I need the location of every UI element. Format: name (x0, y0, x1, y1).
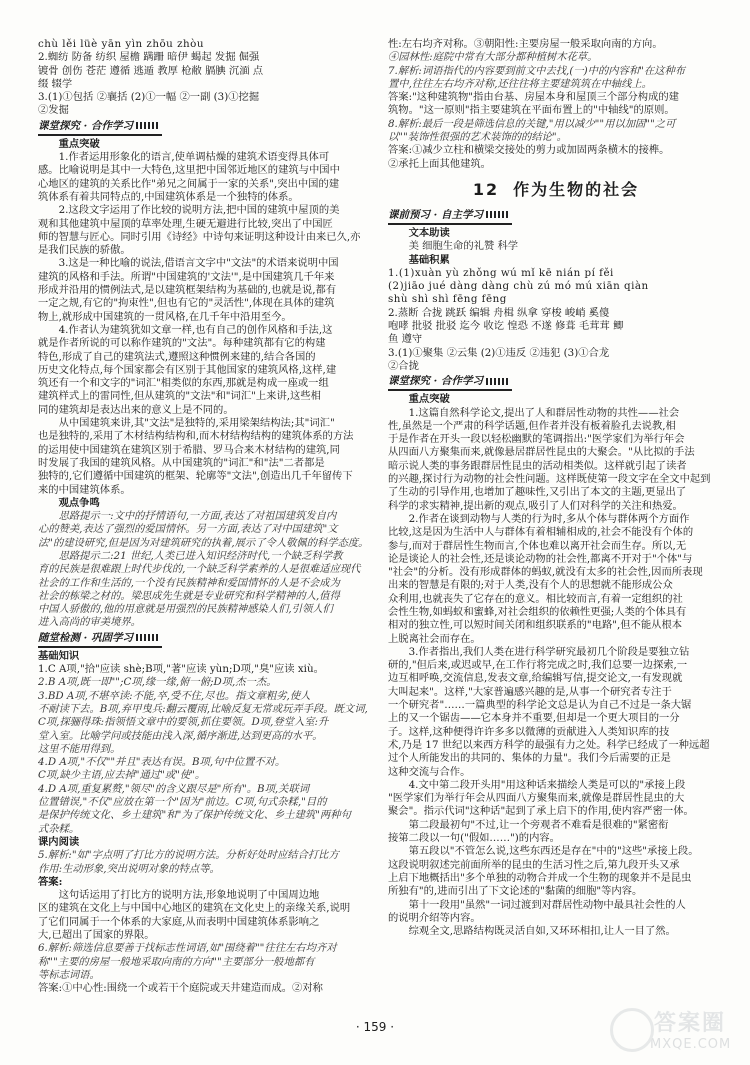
text-line: 鱼 遵守 (388, 333, 423, 346)
text-line: 美 细胞生命的礼赞 科学 (408, 240, 519, 253)
text-line: 7.解析:词语指代的内容要到前文中去找,(一)中的内容和"在这种布 (388, 64, 686, 77)
text-line: 作用:生动形象,突出说明对象的特点等。 (38, 862, 220, 875)
text-line: 3.作者指出,我们人类在进行科学研究最初几个阶段是要独立钻 (408, 645, 690, 658)
text-line: 子。这样,这种便得许许多多以微薄的贡献进入人类知识库的技 (388, 725, 670, 738)
text-line: chù lěi lüè yān yìn zhōu zhòu (38, 38, 204, 50)
text-line: 思路提示一:文中的抒情语句,一方面,表达了对祖国建筑发自内 (58, 510, 337, 523)
text-line: 4.D A项,"不仅""并且"表达有误。B项,句中位置不对。 (38, 756, 286, 769)
text-line: 5.解析:"如"字点明了打比方的说明方法。分析好处时应结合打比方 (38, 849, 339, 862)
text-line: 答案:①减少立柱和横梁交接处的剪力或加固两条横木的接榫。 (388, 144, 670, 157)
section-heading: 重点突破 (408, 393, 450, 406)
text-line: 不耐读下去。B项,弃甲曳兵:翻云覆雨,比喻反复无常或玩弄手段。既文词, (38, 702, 368, 715)
section-banner-label: 随堂检测 · 巩固学习 (38, 631, 133, 644)
section-heading: 基础知识 (38, 649, 80, 662)
text-line: 相对的独立性,可以短时间关闭和组织联系的"电路",但不能从根本 (388, 619, 683, 632)
text-line: ④园林性:庭院中常有大部分都种植树木花草。 (388, 51, 598, 64)
text-line: 术,乃是 17 世纪以来西方科学的最强有力之处。科学已经成了一种远超 (388, 738, 710, 751)
text-line: 上启下地概括出"多个单独的动物合并成一个生物的现象并不是昆虫 (388, 871, 692, 884)
text-line: 历史文化特点,每个国家都会有区别于其他国家的建筑风格,这样,建 (38, 363, 337, 376)
text-line: 上脱离社会而存在。 (388, 632, 481, 645)
text-line: 会性生物,如蚂蚁和蜜蜂,对社会组织的依赖性更强;人类的个体具有 (388, 605, 687, 618)
text-line: "社会"的分析。没有形成群体的蚂蚁,就没有太多的社会性,因而所表现 (388, 566, 703, 579)
stripe-icon (136, 634, 158, 641)
text-line: 的兴趣,探讨行为动物的社会性问题。这样既使第一段文字在全文中起到 (388, 473, 711, 486)
text-line: 社会的工作和生活的,一个没有民族精神和爱国情怀的人是不会成为 (38, 576, 340, 589)
section-banner (388, 375, 512, 391)
text-line: 筑还有一个和文字的"词汇"相类似的东西,那就是构成一座或一组 (38, 377, 329, 390)
text-line: 参与,而对于群居性生物而言,个体也难以离开社会而生存。所以,无 (388, 539, 687, 552)
text-line: ②发掘 (38, 104, 69, 117)
banner-line (38, 118, 378, 138)
text-line: 聚会"。指示代词"这种话"起到了承上启下的作用,使内容严密一体。 (388, 805, 694, 818)
text-line: 于是作者在开头一段以轻松幽默的笔调指出:"医学家们为举行年会 (388, 433, 685, 446)
text-line: 堂入室。比喻学问或技能由浅入深,循序渐进,达到更高的水平。 (38, 729, 323, 742)
text-line: ②承托上面其他建筑。 (388, 157, 491, 170)
text-line: 育的民族是很难跟上时代步伐的,一个缺乏科学素养的人是很难适应现代 (38, 563, 361, 576)
text-line: 2.作者在谈到动物与人类的行为时,多从个体与群体两个方面作 (408, 512, 690, 525)
text-line: 上的又一个锯齿——它本身并不重要,但却是一个更大项目的一分 (388, 712, 680, 725)
text-line: 咆哮 批驳 批驳 迄今 收讫 惶恐 不遂 修葺 毛茸茸 鲫 (388, 320, 624, 333)
left-column (38, 38, 378, 995)
text-line: 称""主要的房屋一般地采取向南的方向""主要部分一般地都有 (38, 955, 315, 968)
section-banner (38, 120, 162, 136)
text-line: 社会的栋梁之材的。梁思成先生就是专业研究和科学精神的人,值得 (38, 589, 340, 602)
text-line: 从中国建筑来讲,其"文法"是独特的,采用梁架结构法;其"词汇" (58, 417, 335, 430)
text-line: 边互相呼唤,交流信息,发表文章,给编辑写信,提交论文,一有发现就 (388, 672, 683, 685)
text-line: 筑物。"这一原则"指主要建筑在平面布置上的"中轴线"的原则。 (388, 104, 675, 117)
text-line: 位置错误,"不仅"应放在第一个"因为"前边。C项,句式杂糅,"目的 (38, 796, 327, 809)
text-line: 暗示说人类的事务跟群居性昆虫的活动相类似。这样就引起了读者 (388, 459, 687, 472)
section-heading: 文本助读 (408, 226, 450, 239)
text-line: 式杂糅。 (38, 822, 80, 835)
text-line: 也是独特的,采用了木材结构结构和,而木材结构结构的建筑体系的方法 (38, 430, 354, 443)
text-line: 论是谈论人的社会性,还是谈论动物的社会性,都离不开对于"个体"与 (388, 552, 693, 565)
text-line: 1.作者运用形象化的语言,使单调枯燥的建筑术语变得具体可 (58, 151, 330, 164)
text-line: C项,探骊得珠:指领悟文章中的要领,抓住要领。D项,登堂入室:升 (38, 716, 329, 729)
text-line: 形成并沿用的惯例法式,是以建筑框架结构为基础的,也就是说,都有 (38, 284, 337, 297)
section-heading: 重点突破 (58, 137, 100, 150)
text-line: 4.D A项,重复累赘,"领尽"的含义跟尽是"所有"。B项,关联词 (38, 782, 310, 795)
page-number: · 159 · (355, 1020, 395, 1034)
text-line: 答案:"这种建筑物"指由台基、房屋本身和屋顶三个部分构成的建 (388, 91, 679, 104)
text-line: 大,已超出了国家的界限。 (38, 929, 155, 941)
text-line: 4.文中第二段开头用"用这种话来描绘人类是可以的"承接上段 (408, 778, 686, 791)
text-line: 答案:①中心性:围绕一个或若干个庭院或天井建造而成。②对称 (38, 982, 323, 995)
text-line: 以""装饰性很强的艺术装饰的的结论"。 (388, 131, 567, 144)
text-line: 1.这篇自然科学论文,提出了人和群居性动物的共性——社会 (408, 406, 680, 419)
text-line: 区的建筑在文化上与中国中心地区的建筑在文化史上的亲缘关系,说明 (38, 902, 351, 915)
banner-line (388, 207, 724, 227)
text-line: 了生动的引导作用,也增加了趣味性,又引出了本文的主题,更显出了 (388, 486, 687, 499)
text-line: 时发展了我国的建筑风格。从中国建筑的"词汇"和"法"二者都是 (38, 456, 325, 469)
text-line: 1.C A项,"拾"应读 shè;B项,"著"应读 yùn;D项,"臭"应读 xiù。 (38, 663, 324, 676)
text-line: "医学家们为举行年会从四面八方聚集而来,就像是群居性昆虫的大 (388, 792, 685, 805)
text-line: 法"的建设研究,但是因为对建筑研究的执着,展示了令人敬佩的科学态度。 (38, 536, 369, 549)
text-line: 所独有"的,进而引出了下文论述的"黏菌的细胞"等内容。 (388, 885, 643, 898)
section-heading: 基础积累 (408, 253, 450, 266)
banner-line (38, 630, 378, 650)
text-line: 一定之规,有它的"拘束性",但也有它的"灵活性",体现在具体的建筑 (38, 297, 335, 310)
text-line: 这段说明叙述完前面所举的昆虫的生活习性之后,第九段开头又承 (388, 858, 680, 871)
text-line: 1.(1)xuàn yù zhǒng wú mǐ kē nián pí fěi (388, 266, 614, 279)
text-line: 研的,"但后来,或迟或早,在工作行将完成之时,我们总要一边探索,一 (388, 659, 688, 672)
text-line: 众利用,也就丧失了它存在的意义。相比较而言,有着一定组织的社 (388, 592, 683, 605)
text-line: 比较,这是因为生活中人与群体有着相辅相成的,社会不能没有个体的 (388, 526, 694, 539)
text-line: 筑体系有着共同特点的,中国建筑体系是一个独特的体系。 (38, 190, 299, 203)
text-line: 镀骨 创伤 苍茫 遵循 逃遁 教厚 枪敝 膈腆 沉湎 点 (38, 64, 264, 77)
text-line: shù shì shì fēng fēng (388, 293, 507, 306)
text-line: 从四面八方聚集而来,就像悬居群居性昆虫的大聚会。"从比拟的手法 (388, 446, 695, 459)
text-line: 2.蒸断 合拢 跳跃 编辑 舟楫 纵拿 穿梭 峻峭 奚傻 (388, 306, 610, 319)
section-banner (38, 632, 162, 648)
chapter-number: 12 (472, 179, 500, 199)
text-line: 特色,形成了自己的建筑法式,遵照这种惯例来建的,结合各国的 (38, 350, 316, 363)
section-banner-label: 课堂探究 · 合作学习 (38, 119, 133, 132)
text-line: 8.解析:最后一段是筛选信息的关键,"用以减少""用以加固""之可 (388, 117, 676, 130)
text-line: 的说明介绍等内容。 (388, 911, 481, 924)
text-line: 3.(1)①聚集 ②云集 (2)①违反 ②违犯 (3)①合龙 (388, 346, 610, 359)
text-line: 3.BD A项,不堪卒读:不能,卒,受不住,尽也。指文章粗劣,使人 (38, 689, 311, 702)
text-line: 出来的智慧是有限的;对于人类,没有个人的思想就不能形成公众 (388, 579, 673, 592)
text-line: 进入高尚的审美境界。 (38, 616, 141, 629)
stripe-icon (486, 211, 508, 218)
text-line: 师的智慧与匠心。同时引用《诗经》中诗句来证明这种设计由来已久,亦 (38, 230, 361, 243)
text-line: 感。比喻说明是其中一大特色,这里把中国邻近地区的建筑与中国中 (38, 164, 340, 177)
text-line: 科学的求实精神,提出新的观点,吸引了人们对科学的关注和热爱。 (388, 499, 683, 512)
text-line: 建筑样式上的雷同性,但从建筑的"文法"和"词汇"上来讲,这些相 (38, 390, 321, 403)
text-line: 是我们民族的骄傲。 (38, 244, 131, 257)
chapter-heading (388, 177, 724, 203)
text-line: 心地区的建筑的关系比作"弟兄之间属于一家的关系",突出中国的建 (38, 177, 340, 190)
section-heading: 观点争鸣 (58, 496, 100, 509)
text-line: 观和其他建筑中屋顶的草率处理,生硬无避进行比较,突出了中国匠 (38, 217, 333, 230)
section-banner-label: 课前预习 · 自主学习 (388, 208, 483, 221)
text-line: 大叫起来"。这样,"大家普遍感兴趣的是,从事一个研究者专注于 (388, 685, 672, 698)
text-line: 了它们同属于一个体系的大家庭,从而表明中国建筑体系影响之 (38, 915, 320, 928)
stripe-icon (486, 378, 508, 385)
watermark-circle-icon (610, 1008, 654, 1052)
text-line: 2.B A项,既一即"";C项,缘一缘,俯一俯;D项,杰一杰。 (38, 676, 277, 689)
text-line: 这里不能用得到。 (38, 742, 121, 755)
banner-line (388, 373, 724, 393)
watermark (616, 1006, 732, 1056)
section-heading: 课内阅读 (38, 835, 80, 848)
text-line: 第五段以"不管怎么说,这些东西还是存在"中的"这些"承接上段。 (408, 845, 699, 858)
section-banner (388, 209, 512, 225)
text-line: 就是作者所说的可以称作建筑的"文法"。每种建筑都有它的构建 (38, 337, 326, 350)
text-line: 过个人所能发出的共同的、集体的力量"。我们今后需要的正是 (388, 752, 671, 765)
text-line: ②合拢 (388, 359, 419, 372)
text-line: 这种交流与合作。 (388, 765, 471, 778)
text-line: 思路提示二:21 世纪,人类已进入知识经济时代,一个缺乏科学教 (58, 549, 343, 562)
text-line: 独特的,它们遵循中国建筑的框架、轮廓等"文法",创造出几千年留传下 (38, 470, 353, 483)
text-line: 等标志词语。 (38, 968, 100, 981)
text-line: (2)jiāo jué dàng dàng chù zú mó mú xiān qiàn (388, 280, 649, 293)
chapter-title: 作为生物的社会 (513, 179, 640, 199)
section-banner-label: 课堂探究 · 合作学习 (388, 375, 483, 388)
text-line: 6.解析:筛选信息要善于找标志性词语,如"围绕着""往往左右均齐对 (38, 942, 337, 955)
text-line: 3.这是一种比喻的说法,借语言文字中"文法"的术语来说明中国 (58, 257, 339, 270)
stripe-icon (136, 122, 158, 129)
text-line: 心的赞美,表达了强烈的爱国情怀。另一方面,表达了对中国建筑"文 (38, 523, 338, 536)
text-line: 一个研究者"……一篇典型的科学论文总是认为自己不过是一条大锯 (388, 699, 692, 712)
text-line: 2.这段文字运用了作比较的说明方法,把中国的建筑中屋顶的美 (58, 204, 340, 217)
text-line: 2.蜘纺 防备 纺织 屋檐 蹒跚 暗伊 蝎起 发掘 倔强 (38, 51, 260, 64)
text-line: 这句话运用了打比方的说明方法,形象地说明了中国周边地 (58, 889, 320, 902)
text-line: 第二段最初句"不过,让一个旁观者不难看是很难的"紧密衔 (408, 818, 669, 831)
text-line: 答案: (38, 875, 63, 888)
watermark-url: MXQE.COM (650, 1037, 732, 1052)
text-line: C项,缺少主语,应去掉"通过"或"使"。 (38, 769, 206, 782)
text-line: 建筑的风格和手法。所谓"中国建筑的'文法'",是中国建筑几千年来 (38, 270, 335, 283)
text-line: 第十一段用"虽然"一词过渡到对群居性动物中最具社会性的人 (408, 898, 686, 911)
text-line: 3.(1)①包括 ②襄括 (2)①一幅 ②一副 (3)①挖掘 (38, 91, 260, 104)
text-line: 物上,就形成中国建筑的一贯风格,在几千年中沿用至今。 (38, 310, 292, 323)
text-line: 4.作者认为建筑犹如文章一样,也有自己的创作风格和手法,这 (58, 323, 333, 336)
text-line: 的运用使中国建筑在建筑区别于希腊、罗马合来木材结构的建筑,同 (38, 443, 340, 456)
text-line: 缀 辍学 (38, 77, 73, 90)
text-line: 综观全文,思路结构既灵活自如,又环环相扣,让人一目了然。 (408, 925, 676, 938)
text-line: 性,虽然是一个严肃的科学话题,但作者并没有板着脸孔去说教,相 (388, 419, 676, 432)
text-line: 置中,往往左右均齐对称,还往往将主要建筑筑在中轴线上。 (388, 77, 652, 90)
right-column (388, 38, 724, 938)
text-line: 中国人骄傲的,他的用意就是用强烈的民族精神感染人们,引领人们 (38, 603, 333, 616)
watermark-title: 答案圈 (654, 1011, 727, 1036)
text-line: 性:左右均齐对称。③朝阳性:主要房屋一般采取向南的方向。 (388, 38, 663, 50)
text-line: 同的建筑却是表达出来的意义上是不同的。 (38, 403, 234, 416)
text-line: 来的中国建筑体系。 (38, 483, 131, 496)
text-line: 是保护传统文化、乡土建筑"和"为了保护传统文化、乡土建筑"两种句 (38, 809, 351, 822)
text-line: 接第二段以一句("假如……")的内容。 (388, 832, 560, 845)
